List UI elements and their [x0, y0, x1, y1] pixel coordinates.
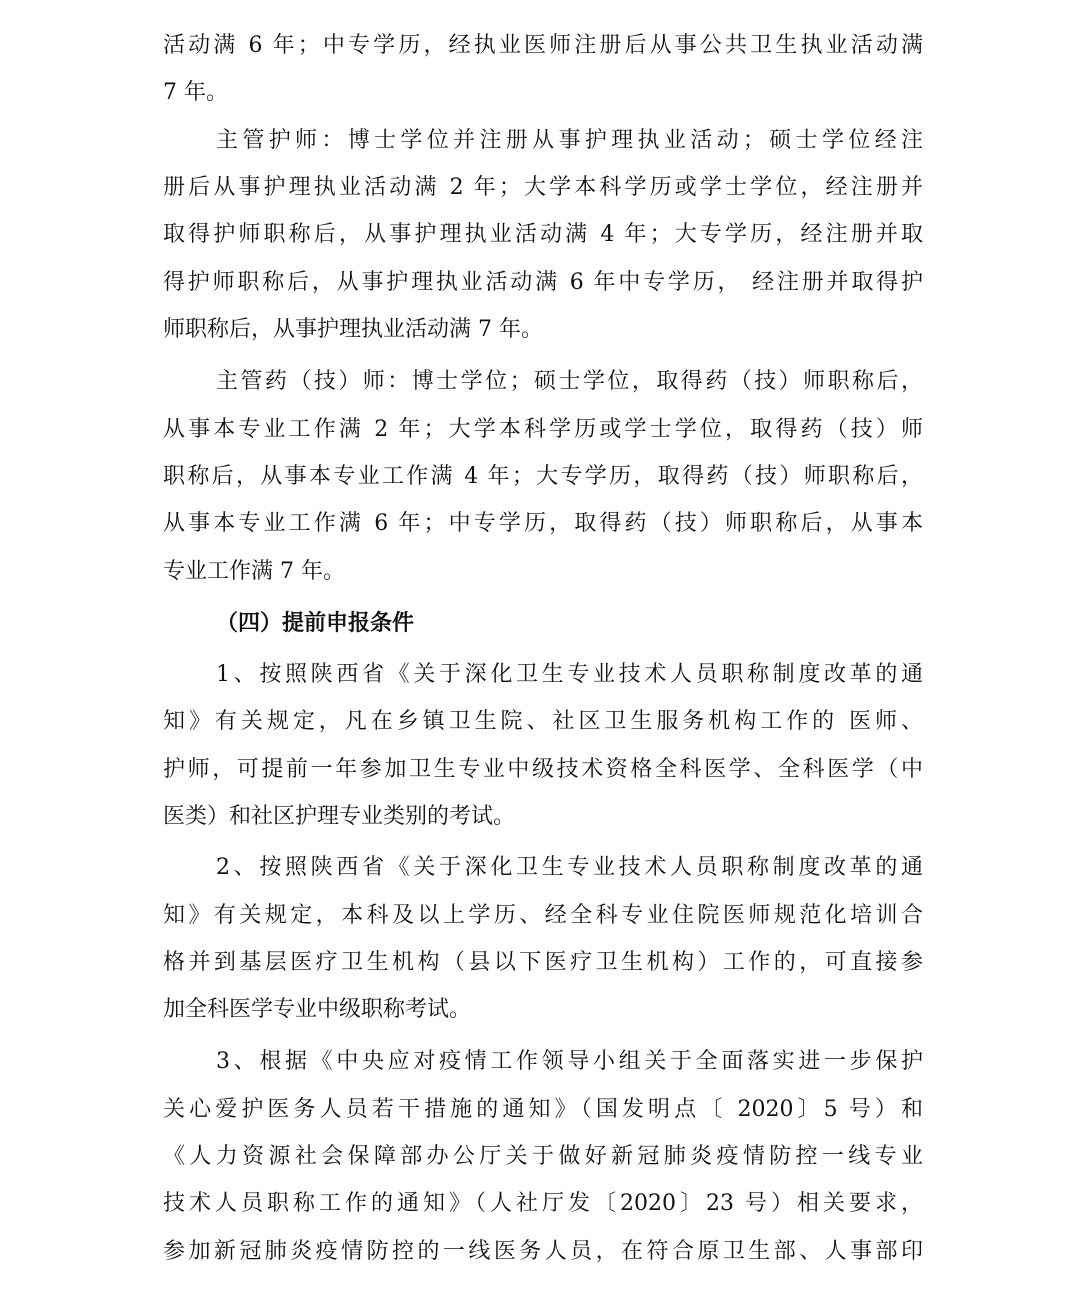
text-line: 2、按照陕西省《关于深化卫生专业技术人员职称制度改革的通 [216, 855, 923, 880]
text-line: 7 年。 [163, 80, 228, 105]
text-line: 《人力资源社会保障部办公厅关于做好新冠肺炎疫情防控一线专业 [163, 1144, 923, 1169]
text-line: 格并到基层医疗卫生机构（县以下医疗卫生机构）工作的，可直接参 [163, 950, 923, 975]
text-line: 主管药（技）师：博士学位；硕士学位，取得药（技）师职称后， [216, 369, 923, 394]
section-heading: （四）提前申报条件 [216, 610, 415, 636]
text-line: 护师，可提前一年参加卫生专业中级技术资格全科医学、全科医学（中 [163, 757, 923, 782]
text-line: 加全科医学专业中级职称考试。 [163, 997, 472, 1022]
text-line: 3、根据《中央应对疫情工作领导小组关于全面落实进一步保护 [216, 1049, 923, 1074]
text-line: 活动满 6 年；中专学历，经执业医师注册后从事公共卫生执业活动满 [163, 33, 923, 58]
text-line: 从事本专业工作满 2 年；大学本科学历或学士学位，取得药（技）师 [163, 417, 923, 442]
text-line: 知》有关规定，本科及以上学历、经全科专业住院医师规范化培训合 [163, 903, 923, 928]
text-line: 师职称后，从事护理执业活动满 7 年。 [163, 317, 543, 342]
text-line: 从事本专业工作满 6 年；中专学历，取得药（技）师职称后，从事本 [163, 511, 923, 536]
text-line: 得护师职称后，从事护理执业活动满 6 年中专学历， 经注册并取得护 [163, 270, 923, 295]
text-line: 关心爱护医务人员若干措施的通知》（国发明点〔 2020〕5 号）和 [163, 1097, 923, 1122]
text-line: 医类）和社区护理专业类别的考试。 [163, 804, 516, 829]
text-line: 专业工作满 7 年。 [163, 559, 345, 584]
text-line: 取得护师职称后，从事护理执业活动满 4 年；大专学历，经注册并取 [163, 222, 923, 247]
text-line: 1、按照陕西省《关于深化卫生专业技术人员职称制度改革的通 [216, 662, 923, 687]
text-line: 技术人员职称工作的通知》（人社厅发〔2020〕23 号）相关要求， [163, 1191, 923, 1216]
text-line: 职称后，从事本专业工作满 4 年；大专学历，取得药（技）师职称后， [163, 464, 923, 489]
text-line: 参加新冠肺炎疫情防控的一线医务人员，在符合原卫生部、人事部印 [163, 1239, 923, 1264]
text-line: 知》有关规定，凡在乡镇卫生院、社区卫生服务机构工作的 医师、 [163, 709, 923, 734]
text-line: 册后从事护理执业活动满 2 年；大学本科学历或学士学位，经注册并 [163, 175, 923, 200]
text-line: 主管护师：博士学位并注册从事护理执业活动；硕士学位经注 [216, 128, 923, 153]
